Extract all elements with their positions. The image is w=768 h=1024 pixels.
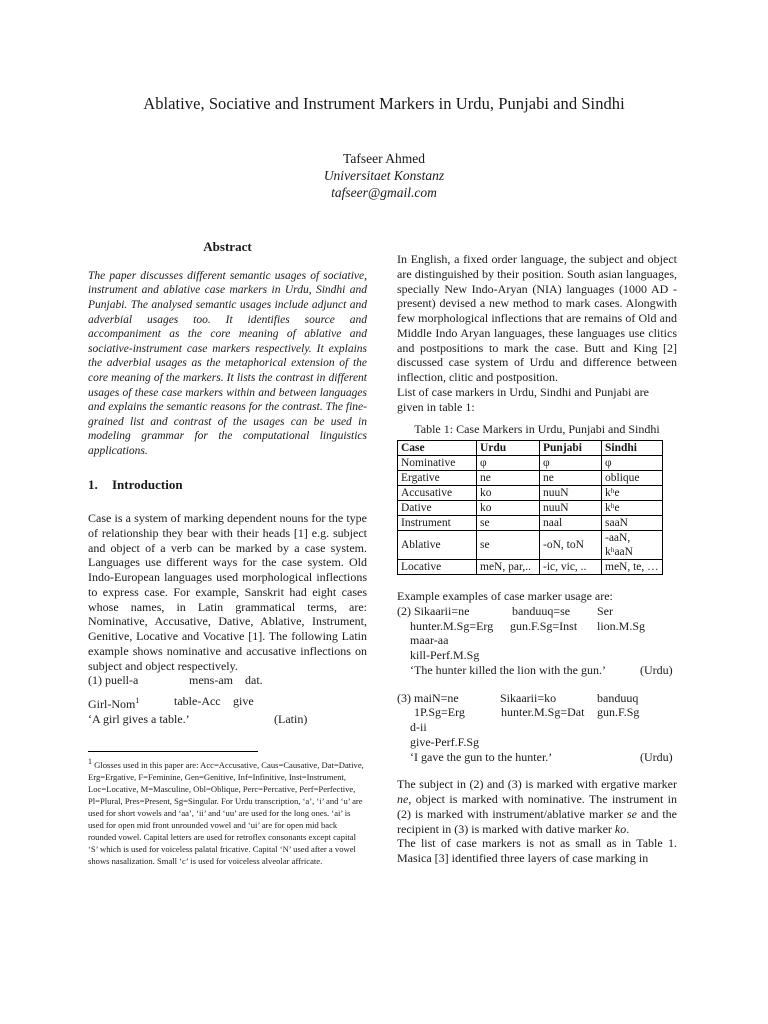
footnote [88,756,367,867]
table-header: Case [398,441,477,456]
example-translation: ‘I gave the gun to the hunter.’ [410,749,553,764]
section-title: Introduction [112,477,183,493]
table-cell: Ergative [398,471,477,486]
table-header-row [398,441,663,456]
footnote-text: Glosses used in this paper are: Acc=Accusative, Caus=Causative, Dat=Dative, Erg=Ergative, F=Feminine, Gen=Genitive, Inf=Infinitive, Inst=Instrument, Loc=Locative, M=Masculine, Obl=Oblique, Perc=Percative, Perf=Perfective, Pl=Plural, Pres=Present, Sg=Singular. For Urdu transcription, ‘a’, ‘i’ and ‘u’ are used for short vowels and ‘aa’, ‘ii’ and ‘uu’ are used for the long ones. ‘ai’ is used for open mid front unrounded vowel and ‘ui’ are for open mid back rounded vowel. Capital letters are used for retroflex consonants except capital ‘S’ which is used for voiceless palatal fricative. Capital ‘N’ used after a vowel shows nasalization. Small ‘c’ is used for voiceless alveolar affricate. [88,759,364,866]
example-word: (1) puell-a [88,673,139,688]
example-translation: ‘The hunter killed the lion with the gun.’ [410,662,606,677]
example-gloss: table-Acc [174,694,221,709]
example-gloss: give [233,694,254,709]
text-run: The subject in (2) and (3) is marked with ergative marker [397,777,677,792]
table-row [398,471,663,486]
text-run: . [626,821,630,836]
right-column [397,252,677,866]
table-cell: Nominative [398,456,477,471]
table-cell: saaN [602,516,663,531]
example-translation: ‘A girl gives a table.’ [88,711,190,726]
table-cell: oblique [602,471,663,486]
example-word: (2) Sikaarii=ne [397,603,470,618]
table-cell: kʰe [602,501,663,516]
abstract-text: The paper discusses different semantic usages of sociative, instrument and ablative case markers in Urdu, Sindhi and Punjabi. The analysed semantic usages include adjunct and adverbial usages too. It identifies source and accompaniment as the core meaning of ablative and sociative-instrument case markers respectively. It explains the adverbial usages as the metaphorical extension of the core meaning of the markers. It lists the contrast in different usages of these case markers within and between languages and explains the semantic reasons for the contrast. The fine-grained list and contrast of the usages can be used in modeling grammar for the computational linguistics applications. [88,269,367,457]
author-email: tafseer@gmail.com [331,185,437,200]
paper-title: Ablative, Sociative and Instrument Markers in Urdu, Punjabi and Sindhi [143,94,625,113]
author-block [0,150,768,201]
table-cell: se [477,531,540,560]
example-word: (3) maiN=ne [397,690,459,705]
italic-term: se [626,806,637,821]
example-word: Ser [597,603,613,618]
example-word: Sikaarii=ko [500,690,557,705]
example-gloss: gun.F.Sg=Inst [510,618,578,633]
table-cell: kʰe [602,486,663,501]
table-cell: Instrument [398,516,477,531]
example-word: dat. [245,673,263,688]
table-cell: meN, te, … [602,560,663,575]
example-verb-gloss: give-Perf.F.Sg [410,734,480,749]
example-gloss: hunter.M.Sg=Erg [410,618,494,633]
italic-term: ne [397,792,409,806]
table-cell: nuuN [540,501,602,516]
example-word: mens-am [189,673,233,688]
table-cell: se [477,516,540,531]
author-affiliation: Universitaet Konstanz [323,168,445,183]
table-cell: φ [477,456,540,471]
gloss-text: Girl-Nom [88,697,136,712]
table-cell: -oN, toN [540,531,602,560]
table-cell: naal [540,516,602,531]
right-paragraph-2: List of case markers in Urdu, Sindhi and Punjabi are given in table 1: [397,384,649,414]
table-cell: ne [477,471,540,486]
table-header: Urdu [477,441,540,456]
examples-intro: Example examples of case marker usage are: [397,589,613,603]
example-language: (Latin) [274,711,308,726]
table-cell: ko [477,486,540,501]
table-cell: -aaN, kʰaaN [602,531,663,560]
table-cell: Dative [398,501,477,516]
table-row [398,486,663,501]
table-row [398,516,663,531]
table-cell: Accusative [398,486,477,501]
example-verb: d-ii [410,720,427,734]
table-cell: φ [602,456,663,471]
example-gloss: 1P.Sg=Erg [414,705,465,720]
table-row [398,456,663,471]
table-cell: φ [540,456,602,471]
table-cell: Ablative [398,531,477,560]
author-name: Tafseer Ahmed [343,151,425,166]
example-verb: maar-aa [410,633,449,648]
example-gloss: gun.F.Sg [597,705,640,720]
table-header: Punjabi [540,441,602,456]
section-number: 1. [88,477,98,493]
italic-term: ko [614,821,627,836]
table-row [398,531,663,560]
footnote-ref: 1 [135,696,140,706]
table-cell: ko [477,501,540,516]
intro-paragraph: Case is a system of marking dependent nouns for the type of relationship they bear with their heads [1] e.g. subject and object of a verb can be marked by a case system. Languages use different ways for the case system. Old Indo-European languages used morphological inflections to express case. For example, Sanskrit had eight cases whose names, in Latin grammatical terms, are: Nominative, Accusative, Dative, Ablative, Instrument, Genitive, Locative and Vocative [1]. The following Latin example shows nominative and accusative inflections on subject and object respectively. [88,511,367,673]
table-cell: ne [540,471,602,486]
table-cell: -ic, vic, .. [540,560,602,575]
abstract-heading: Abstract [203,239,252,254]
example-2 [397,604,677,678]
right-paragraph-4: The list of case markers is not as small as in Table 1. Masica [3] identified three layers of case marking in [397,836,677,865]
example-3 [397,691,677,765]
example-gloss: hunter.M.Sg=Dat [501,705,585,720]
footnote-rule [88,751,258,752]
example-1 [88,673,367,726]
section-heading-introduction [88,478,367,493]
case-markers-table [397,440,663,575]
text-run: , object is marked with nominative. The instrument in (2) is marked with instrument/ablative marker [397,792,677,821]
example-verb-gloss: kill-Perf.M.Sg [410,648,480,662]
example-gloss [88,694,174,712]
table-cell: Locative [398,560,477,575]
text-run: and the recipient in (3) is marked with dative marker [397,806,677,836]
example-word: banduuq=se [512,603,571,618]
example-language: (Urdu) [640,662,673,677]
table-caption: Table 1: Case Markers in Urdu, Punjabi and Sindhi [414,422,660,437]
footnote-marker: 1 [88,756,92,766]
example-language: (Urdu) [640,749,673,764]
right-paragraph-3 [397,777,677,836]
example-gloss: lion.M.Sg [597,618,646,633]
left-column [88,238,367,867]
example-word: banduuq [597,690,639,705]
right-paragraph-1: In English, a fixed order language, the subject and object are distinguished by their position. South asian languages, specially New Indo-Aryan (NIA) languages (1000 AD - present) devised a new method to mark cases. Alongwith few morphological inflections that are remains of Old and Middle Indo Aryan languages, these languages use clitics and postpositions to mark the case. Butt and King [2] discussed case system of Urdu and difference between inflection, clitic and postposition. [397,252,677,384]
table-row [398,560,663,575]
table-cell: meN, par,.. [477,560,540,575]
table-header: Sindhi [602,441,663,456]
table-row [398,501,663,516]
table-cell: nuuN [540,486,602,501]
